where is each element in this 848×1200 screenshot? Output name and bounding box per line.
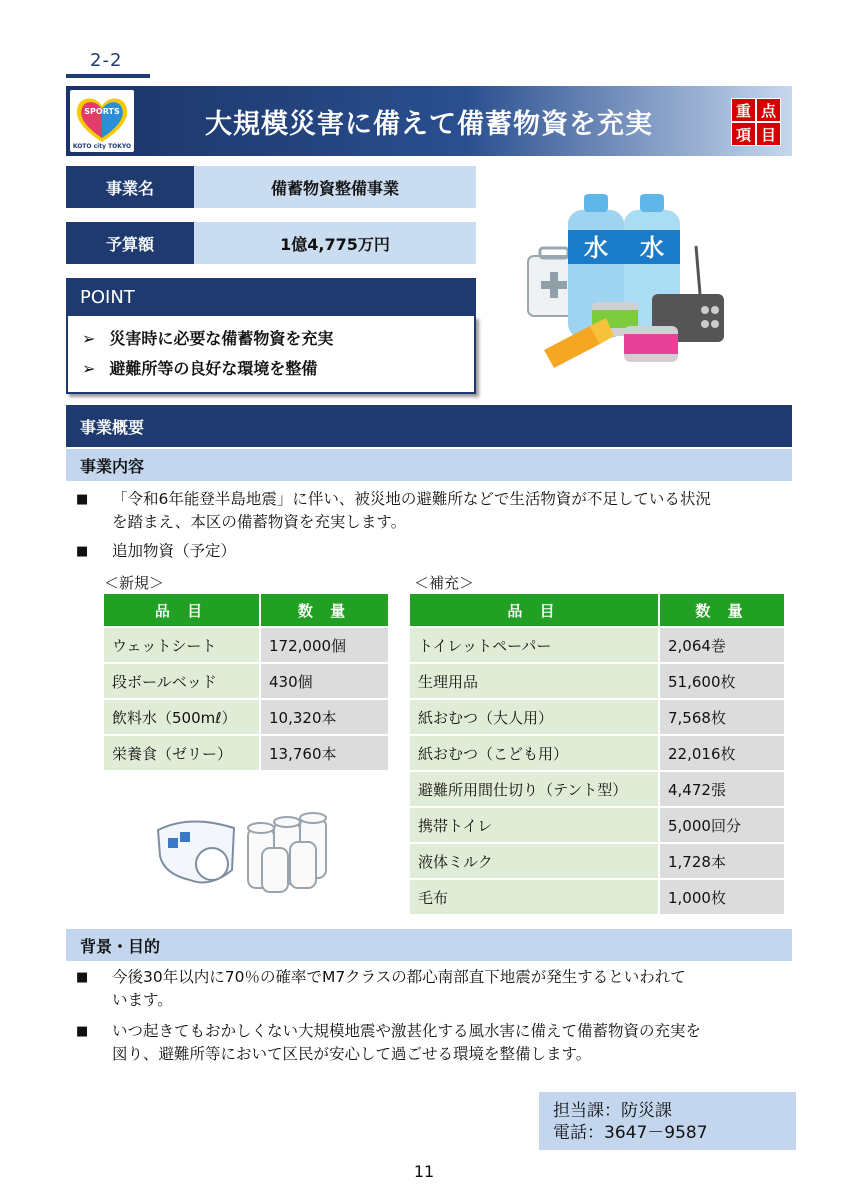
quantity-cell: 4,472張 [660,772,784,806]
priority-badge-char: 点 [757,99,780,121]
emergency-supplies-illustration [520,186,740,382]
contact-phone: 電話：3647－9587 [553,1123,708,1143]
table-row [410,664,784,698]
table-row [410,736,784,770]
item-name-cell: 栄養食（ゼリー） [104,736,259,770]
title-banner [66,86,792,156]
table-row [104,700,388,734]
project-value: 備蓄物資整備事業 [194,166,476,208]
priority-badge-char: 目 [757,123,780,145]
quantity-cell: 430個 [261,664,388,698]
paragraph-line: いつ起きてもおかしくない大規模地震や激甚化する風水害に備えて備蓄物資の充実を [112,1022,702,1040]
item-name-cell: トイレットペーパー [410,628,658,662]
budget-value: 1億4,775万円 [194,222,476,264]
priority-badge-char: 項 [732,123,755,145]
table-row [104,664,388,698]
square-bullet-icon: ■ [76,970,89,985]
point-box [66,316,476,394]
refill-items-table [408,592,786,916]
item-name-cell: 飲料水（500mℓ） [104,700,259,734]
quantity-cell: 1,000枚 [660,880,784,914]
background-paragraph [76,966,788,1012]
table-row [410,628,784,662]
item-name-cell: 携帯トイレ [410,808,658,842]
point-item [82,324,460,354]
item-name-cell: 液体ミルク [410,844,658,878]
quantity-cell: 7,568枚 [660,700,784,734]
refill-items-label: ＜補充＞ [414,574,475,592]
paragraph-line: を踏まえ、本区の備蓄物資を充実します。 [112,513,407,531]
column-header: 品 目 [410,594,658,626]
column-header: 数 量 [660,594,784,626]
budget-label: 予算額 [66,222,194,264]
square-bullet-icon: ■ [76,1024,89,1039]
quantity-cell: 10,320本 [261,700,388,734]
item-name-cell: 生理用品 [410,664,658,698]
priority-badge-char: 重 [732,99,755,121]
item-name-cell: 紙おむつ（大人用） [410,700,658,734]
background-paragraph [76,1020,788,1066]
paragraph-line: 追加物資（予定） [112,542,237,560]
point-item [82,354,460,384]
arrow-bullet-icon: ➢ [82,359,96,378]
item-name-cell: 紙おむつ（こども用） [410,736,658,770]
koto-city-logo [70,90,134,152]
quantity-cell: 5,000回分 [660,808,784,842]
column-header: 数 量 [261,594,388,626]
item-name-cell: 毛布 [410,880,658,914]
section-underline [66,74,150,78]
project-label: 事業名 [66,166,194,208]
logo-text-koto: KOTO city TOKYO [72,143,132,150]
quantity-cell: 1,728本 [660,844,784,878]
point-heading: POINT [66,278,476,316]
table-row [410,700,784,734]
quantity-cell: 2,064巻 [660,628,784,662]
new-items-table [102,592,390,772]
item-name-cell: 避難所用間仕切り（テント型） [410,772,658,806]
page-number: 11 [413,1162,435,1181]
item-name-cell: 段ボールベッド [104,664,259,698]
logo-text-sports: SPORTS [84,107,120,116]
section-number: 2-2 [90,50,123,71]
quantity-cell: 13,760本 [261,736,388,770]
point-item-text: 避難所等の良好な環境を整備 [109,359,318,378]
point-item-text: 災害時に必要な備蓄物資を充実 [109,329,334,348]
table-row [104,628,388,662]
water-label-text: 水 [640,234,664,262]
content-paragraph [76,488,788,534]
paragraph-line: 図り、避難所等において区民が安心して過ごせる環境を整備します。 [112,1045,592,1063]
overview-heading: 事業概要 [66,405,792,447]
contact-department: 担当課：防災課 [553,1101,672,1121]
contact-box [539,1092,796,1150]
table-row [104,736,388,770]
paragraph-line: 「令和6年能登半島地震」に伴い、被災地の避難所などで生活物資が不足している状況 [112,490,711,508]
item-name-cell: ウェットシート [104,628,259,662]
column-header: 品 目 [104,594,259,626]
square-bullet-icon: ■ [76,492,89,507]
background-heading: 背景・目的 [66,929,792,961]
diaper-and-toilet-paper-illustration [150,800,346,896]
arrow-bullet-icon: ➢ [82,329,96,348]
water-label-text: 水 [584,234,608,262]
priority-badge [731,98,781,146]
table-row [410,772,784,806]
table-row [410,808,784,842]
content-heading: 事業内容 [66,449,792,481]
new-items-label: ＜新規＞ [104,574,165,592]
quantity-cell: 172,000個 [261,628,388,662]
quantity-cell: 51,600枚 [660,664,784,698]
paragraph-line: います。 [112,991,173,1009]
table-row [410,880,784,914]
content-paragraph [76,540,788,563]
table-row [410,844,784,878]
page-title: 大規模災害に備えて備蓄物資を充実 [205,108,653,140]
square-bullet-icon: ■ [76,544,89,559]
paragraph-line: 今後30年以内に70％の確率でM7クラスの都心南部直下地震が発生するといわれて [112,968,686,986]
quantity-cell: 22,016枚 [660,736,784,770]
